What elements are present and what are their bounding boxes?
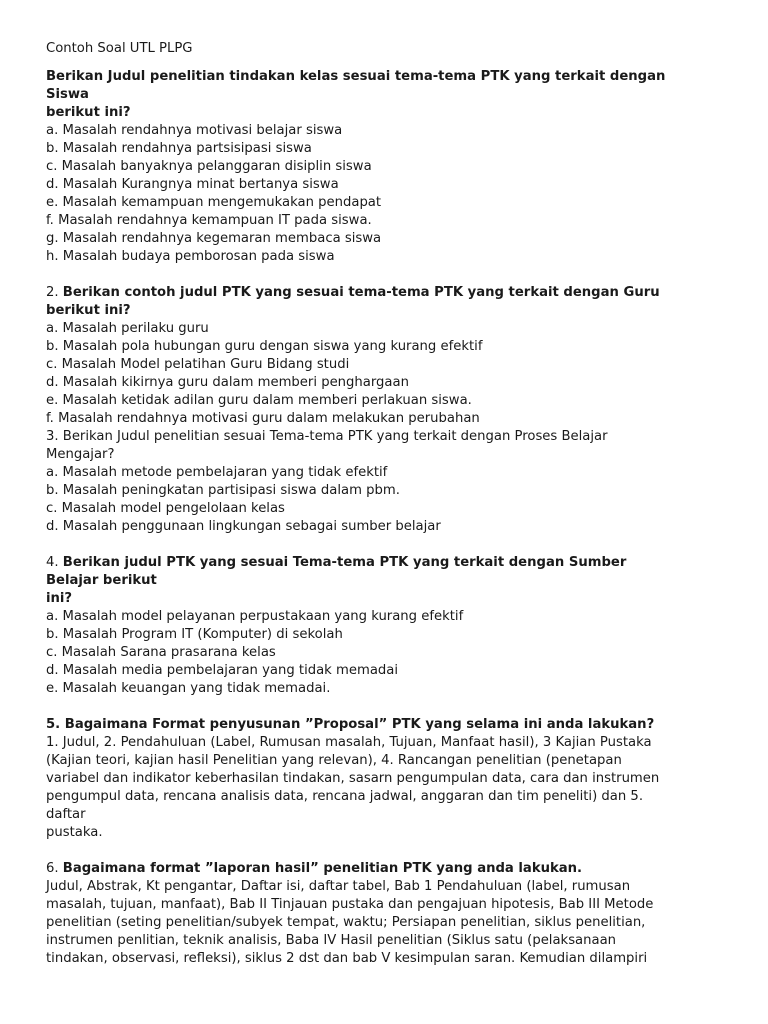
answer-line: pengumpul data, rencana analisis data, rencana jadwal, anggaran dan tim peneliti) dan 5. bbox=[46, 789, 644, 804]
question-number: 2. bbox=[46, 285, 63, 300]
question-5-heading: 5. Bagaimana Format penyusunan ”Proposal” PTK yang selama ini anda lakukan? bbox=[46, 717, 655, 732]
option-item: a. Masalah perilaku guru bbox=[46, 321, 209, 336]
option-item: h. Masalah budaya pemborosan pada siswa bbox=[46, 249, 335, 264]
question-1-heading: Berikan Judul penelitian tindakan kelas sesuai tema-tema PTK yang terkait dengan bbox=[46, 69, 666, 84]
question-2-heading bbox=[46, 284, 726, 302]
option-item: d. Masalah kikirnya guru dalam memberi penghargaan bbox=[46, 375, 409, 390]
option-item: d. Masalah Kurangnya minat bertanya siswa bbox=[46, 177, 339, 192]
answer-line: Judul, Abstrak, Kt pengantar, Daftar isi, daftar tabel, Bab 1 Pendahuluan (label, rumusan bbox=[46, 879, 631, 894]
question-4-heading bbox=[46, 554, 726, 572]
question-2 bbox=[46, 284, 726, 428]
option-item: g. Masalah rendahnya kegemaran membaca siswa bbox=[46, 231, 382, 246]
option-item: b. Masalah pola hubungan guru dengan siswa yang kurang efektif bbox=[46, 339, 483, 354]
question-4-heading: ini? bbox=[46, 591, 73, 606]
question-4-title: Berikan judul PTK yang sesuai Tema-tema PTK yang terkait dengan Sumber bbox=[62, 555, 627, 570]
question-6-heading bbox=[46, 860, 726, 878]
option-item: b. Masalah peningkatan partisipasi siswa dalam pbm. bbox=[46, 483, 400, 498]
option-item: e. Masalah kemampuan mengemukakan pendapat bbox=[46, 195, 382, 210]
question-1-heading: berikut ini? bbox=[46, 105, 131, 120]
answer-line: daftar bbox=[46, 807, 86, 822]
option-item: a. Masalah metode pembelajaran yang tidak efektif bbox=[46, 465, 388, 480]
question-number: 6. bbox=[46, 861, 63, 876]
option-item: d. Masalah penggunaan lingkungan sebagai sumber belajar bbox=[46, 519, 441, 534]
question-3 bbox=[46, 428, 726, 536]
option-item: a. Masalah model pelayanan perpustakaan yang kurang efektif bbox=[46, 609, 464, 624]
document-page bbox=[46, 40, 726, 968]
option-item: f. Masalah rendahnya motivasi guru dalam melakukan perubahan bbox=[46, 411, 480, 426]
question-2-title: Berikan contoh judul PTK yang sesuai tema-tema PTK yang terkait dengan Guru bbox=[62, 285, 660, 300]
question-4 bbox=[46, 554, 726, 698]
document-title: Contoh Soal UTL PLPG bbox=[46, 41, 193, 56]
question-5 bbox=[46, 716, 726, 842]
answer-line: penelitian (seting penelitian/subyek tempat, waktu; Persiapan penelitian, siklus penelitian, bbox=[46, 915, 646, 930]
option-item: c. Masalah model pengelolaan kelas bbox=[46, 501, 285, 516]
spacer bbox=[46, 536, 726, 554]
option-item: b. Masalah rendahnya partsisipasi siswa bbox=[46, 141, 312, 156]
question-3-heading: Mengajar? bbox=[46, 447, 115, 462]
question-1-heading: Siswa bbox=[46, 87, 89, 102]
option-item: b. Masalah Program IT (Komputer) di sekolah bbox=[46, 627, 343, 642]
option-item: c. Masalah Sarana prasarana kelas bbox=[46, 645, 276, 660]
spacer bbox=[46, 266, 726, 284]
question-2-heading: berikut ini? bbox=[46, 303, 131, 318]
answer-line: variabel dan indikator keberhasilan tindakan, sasarn pengumpulan data, cara dan instrumen bbox=[46, 771, 660, 786]
question-number: 4. bbox=[46, 555, 63, 570]
spacer bbox=[46, 698, 726, 716]
answer-line: (Kajian teori, kajian hasil Penelitian yang relevan), 4. Rancangan penelitian (penetapan bbox=[46, 753, 622, 768]
option-item: e. Masalah ketidak adilan guru dalam memberi perlakuan siswa. bbox=[46, 393, 472, 408]
question-4-heading: Belajar berikut bbox=[46, 573, 157, 588]
question-6-title: Bagaimana format ”laporan hasil” penelitian PTK yang anda lakukan. bbox=[62, 861, 583, 876]
answer-line: 1. Judul, 2. Pendahuluan (Label, Rumusan masalah, Tujuan, Manfaat hasil), 3 Kajian Pustaka bbox=[46, 735, 652, 750]
question-3-heading: 3. Berikan Judul penelitian sesuai Tema-tema PTK yang terkait dengan Proses Belajar bbox=[46, 429, 608, 444]
option-item: f. Masalah rendahnya kemampuan IT pada siswa. bbox=[46, 213, 372, 228]
option-item: c. Masalah Model pelatihan Guru Bidang studi bbox=[46, 357, 350, 372]
option-item: c. Masalah banyaknya pelanggaran disiplin siswa bbox=[46, 159, 372, 174]
answer-line: pustaka. bbox=[46, 825, 103, 840]
question-6 bbox=[46, 860, 726, 968]
option-item: e. Masalah keuangan yang tidak memadai. bbox=[46, 681, 331, 696]
answer-line: masalah, tujuan, manfaat), Bab II Tinjauan pustaka dan pengajuan hipotesis, Bab III Metode bbox=[46, 897, 654, 912]
answer-line: tindakan, observasi, refleksi), siklus 2 dst dan bab V kesimpulan saran. Kemudian dilampiri bbox=[46, 951, 648, 966]
question-1 bbox=[46, 68, 726, 266]
answer-line: instrumen penlitian, teknik analisis, Baba IV Hasil penelitian (Siklus satu (pelaksanaan bbox=[46, 933, 617, 948]
spacer bbox=[46, 842, 726, 860]
option-item: a. Masalah rendahnya motivasi belajar siswa bbox=[46, 123, 343, 138]
option-item: d. Masalah media pembelajaran yang tidak memadai bbox=[46, 663, 399, 678]
